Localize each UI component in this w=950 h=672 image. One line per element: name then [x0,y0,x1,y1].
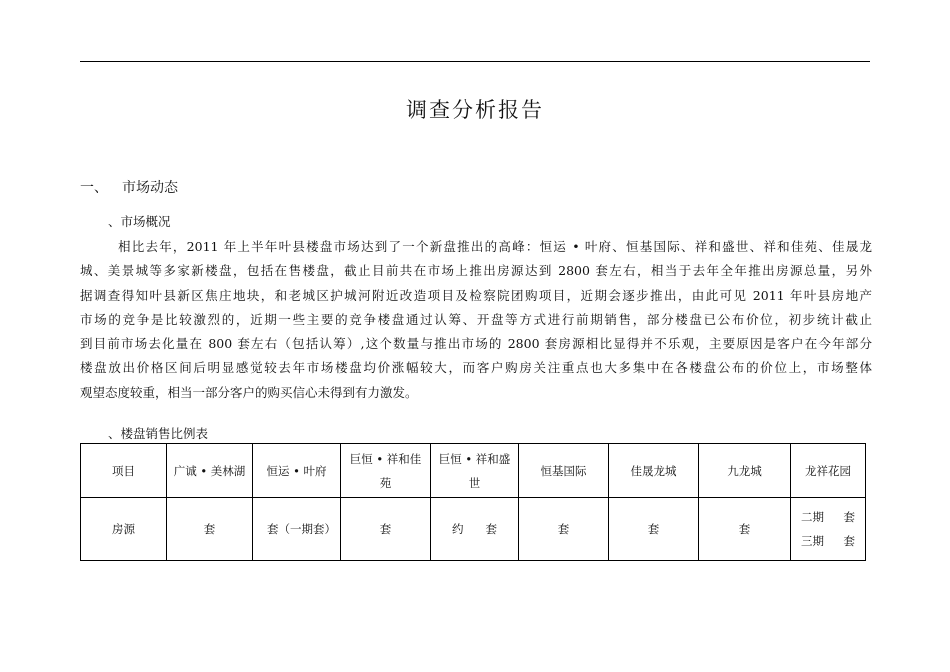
header-cell: 巨恒 • 祥和盛世 [431,444,519,498]
phase-label: 三期 [801,534,824,548]
data-cell: 套 [519,498,609,561]
phase-label: 二期 [801,510,824,524]
header-cell: 广诚 • 美林湖 [167,444,253,498]
row-label-cell: 房源 [81,498,167,561]
phase-line [795,529,861,553]
data-cell: 套 [167,498,253,561]
unit-label: 套 [843,510,855,524]
paragraph-line: 观望态度较重，相当一部分客户的购买信心未得到有力激发。 [80,384,418,400]
header-cell: 项目 [81,444,167,498]
header-cell: 巨恒 • 祥和佳苑 [341,444,431,498]
table-header-row [81,444,866,498]
data-cell: 套（一期套） [253,498,341,561]
header-cell: 恒基国际 [519,444,609,498]
section-number: 一、 [80,180,108,196]
sales-ratio-table [80,443,866,561]
section-title: 市场动态 [122,180,178,196]
header-cell: 龙祥花园 [791,444,866,498]
header-cell: 佳晟龙城 [609,444,699,498]
paragraph-line: 市场的竞争是比较激烈的，近期一些主要的竞争楼盘通过认筹、开盘等方式进行前期销售，部分楼盘已公布价位，初步统计截止 [80,311,872,327]
data-cell: 套 [699,498,791,561]
unit-label: 套 [485,522,497,536]
data-cell: 套 [609,498,699,561]
header-rule [80,61,870,62]
data-cell: 套 [341,498,431,561]
header-cell: 九龙城 [699,444,791,498]
approx-label: 约 [452,522,464,536]
paragraph-line: 楼盘放出价格区间后明显感觉较去年市场楼盘均价涨幅较大，而客户购房关注重点也大多集中在各楼盘公布的价位上，市场整体 [80,360,872,376]
paragraph-line: 城、美景城等多家新楼盘，包括在售楼盘，截止目前共在市场上推出房源达到 2800 套左右，相当于去年全年推出房源总量，另外 [80,263,872,279]
subsection-table: 、楼盘销售比例表 [108,426,209,441]
paragraph-line: 据调查得知叶县新区焦庄地块，和老城区护城河附近改造项目及检察院团购项目，近期会逐步推出，由此可见 2011 年叶县房地产 [80,287,872,303]
section-heading [80,177,178,197]
subsection-overview: 、市场概况 [108,214,171,229]
table-row [81,498,866,561]
paragraph-line: 相比去年，2011 年上半年叶县楼盘市场达到了一个新盘推出的高峰：恒运 • 叶府、恒基国际、祥和盛世、祥和佳苑、佳晟龙 [118,239,872,254]
overview-paragraph [80,235,872,405]
header-cell: 恒运 • 叶府 [253,444,341,498]
paragraph-line: 到目前市场去化量在 800 套左右（包括认筹）,这个数量与推出市场的 2800 套房源相比显得并不乐观，主要原因是客户在今年部分 [80,336,872,352]
data-cell [431,498,519,561]
unit-label: 套 [843,534,855,548]
phase-line [795,505,861,529]
document-title: 调查分析报告 [406,98,544,122]
data-cell [791,498,866,561]
